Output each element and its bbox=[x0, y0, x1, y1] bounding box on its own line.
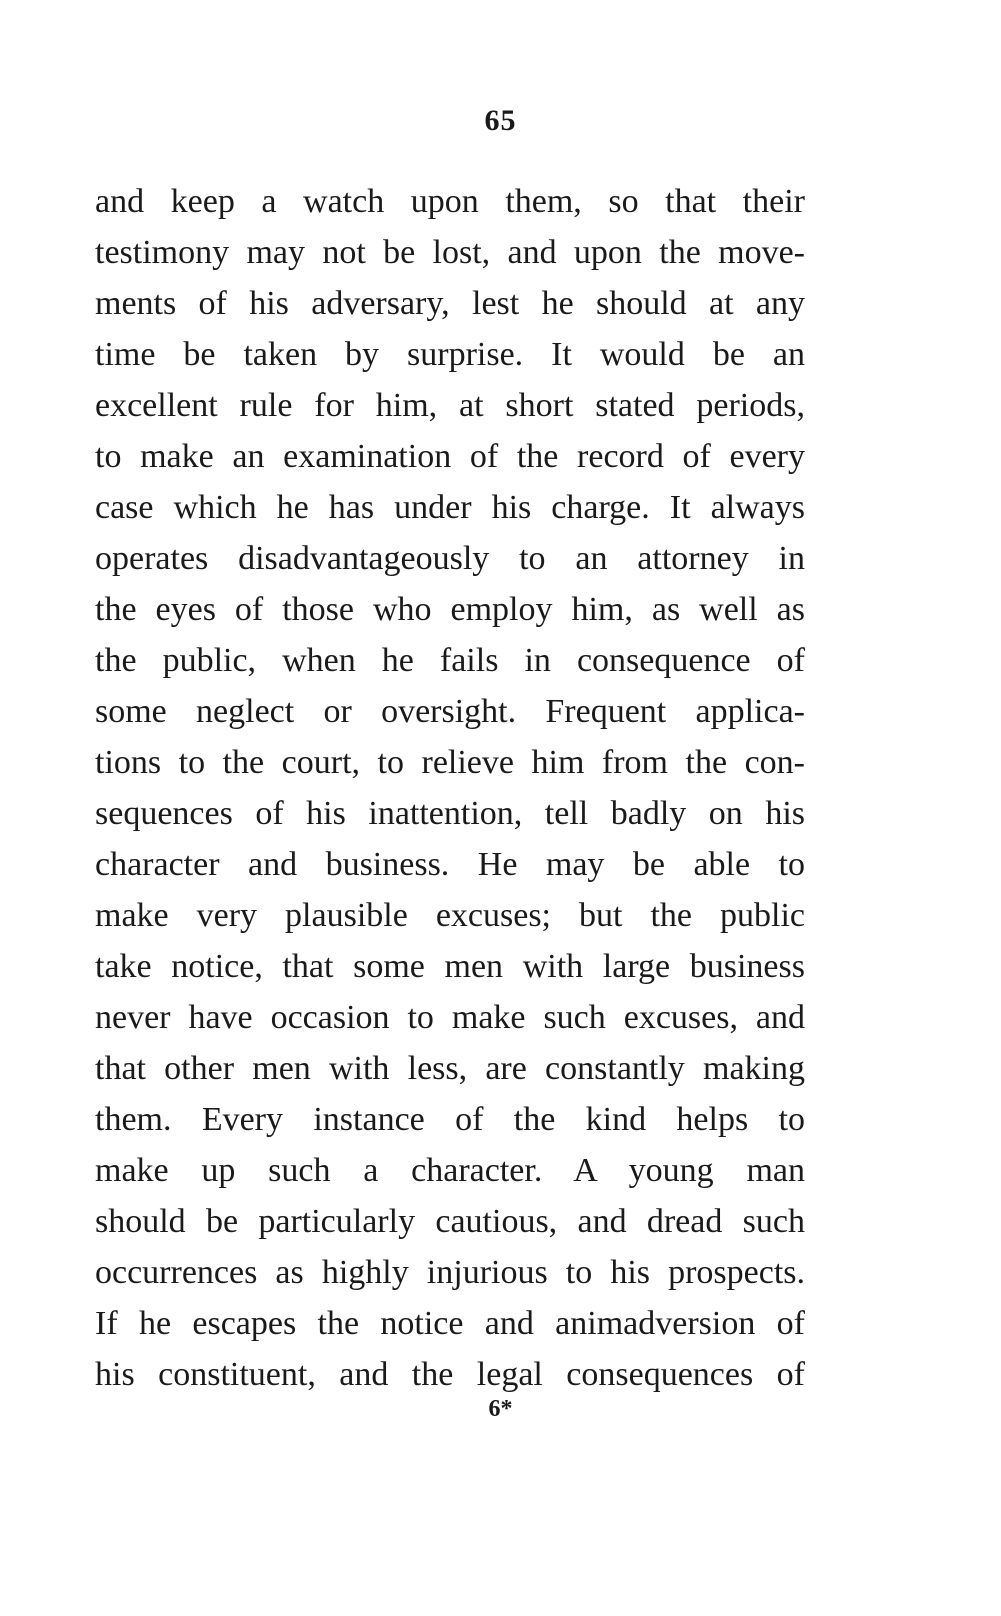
text-line: his constituent, and the legal consequences of bbox=[95, 1356, 805, 1393]
text-line: sequences of his inattention, tell badly on his bbox=[95, 795, 805, 832]
text-line: time be taken by surprise. It would be an bbox=[95, 336, 805, 373]
text-line: the eyes of those who employ him, as well as bbox=[95, 591, 805, 628]
text-line: never have occasion to make such excuses, and bbox=[95, 999, 805, 1036]
signature-mark: 6* bbox=[488, 1396, 513, 1422]
text-line: make very plausible excuses; but the public bbox=[95, 897, 805, 934]
text-line: operates disadvantageously to an attorney in bbox=[95, 540, 805, 577]
text-line: them. Every instance of the kind helps to bbox=[95, 1101, 805, 1138]
text-line: make up such a character. A young man bbox=[95, 1152, 805, 1189]
page-number: 65 bbox=[484, 104, 517, 137]
text-line: some neglect or oversight. Frequent applica- bbox=[95, 693, 805, 730]
text-line: testimony may not be lost, and upon the move- bbox=[95, 234, 805, 271]
text-line: take notice, that some men with large business bbox=[95, 948, 805, 985]
text-line: excellent rule for him, at short stated periods, bbox=[95, 387, 805, 424]
text-line: tions to the court, to relieve him from the con- bbox=[95, 744, 805, 781]
text-line: character and business. He may be able to bbox=[95, 846, 805, 883]
text-line: and keep a watch upon them, so that their bbox=[95, 183, 805, 220]
text-line: ments of his adversary, lest he should at any bbox=[95, 285, 805, 322]
text-line: to make an examination of the record of every bbox=[95, 438, 805, 475]
text-line: should be particularly cautious, and dread such bbox=[95, 1203, 805, 1240]
body-text bbox=[95, 176, 805, 1400]
text-line: case which he has under his charge. It always bbox=[95, 489, 805, 526]
text-line: occurrences as highly injurious to his prospects. bbox=[95, 1254, 805, 1291]
text-line: the public, when he fails in consequence of bbox=[95, 642, 805, 679]
text-line: If he escapes the notice and animadversion of bbox=[95, 1305, 805, 1342]
text-line: that other men with less, are constantly making bbox=[95, 1050, 805, 1087]
